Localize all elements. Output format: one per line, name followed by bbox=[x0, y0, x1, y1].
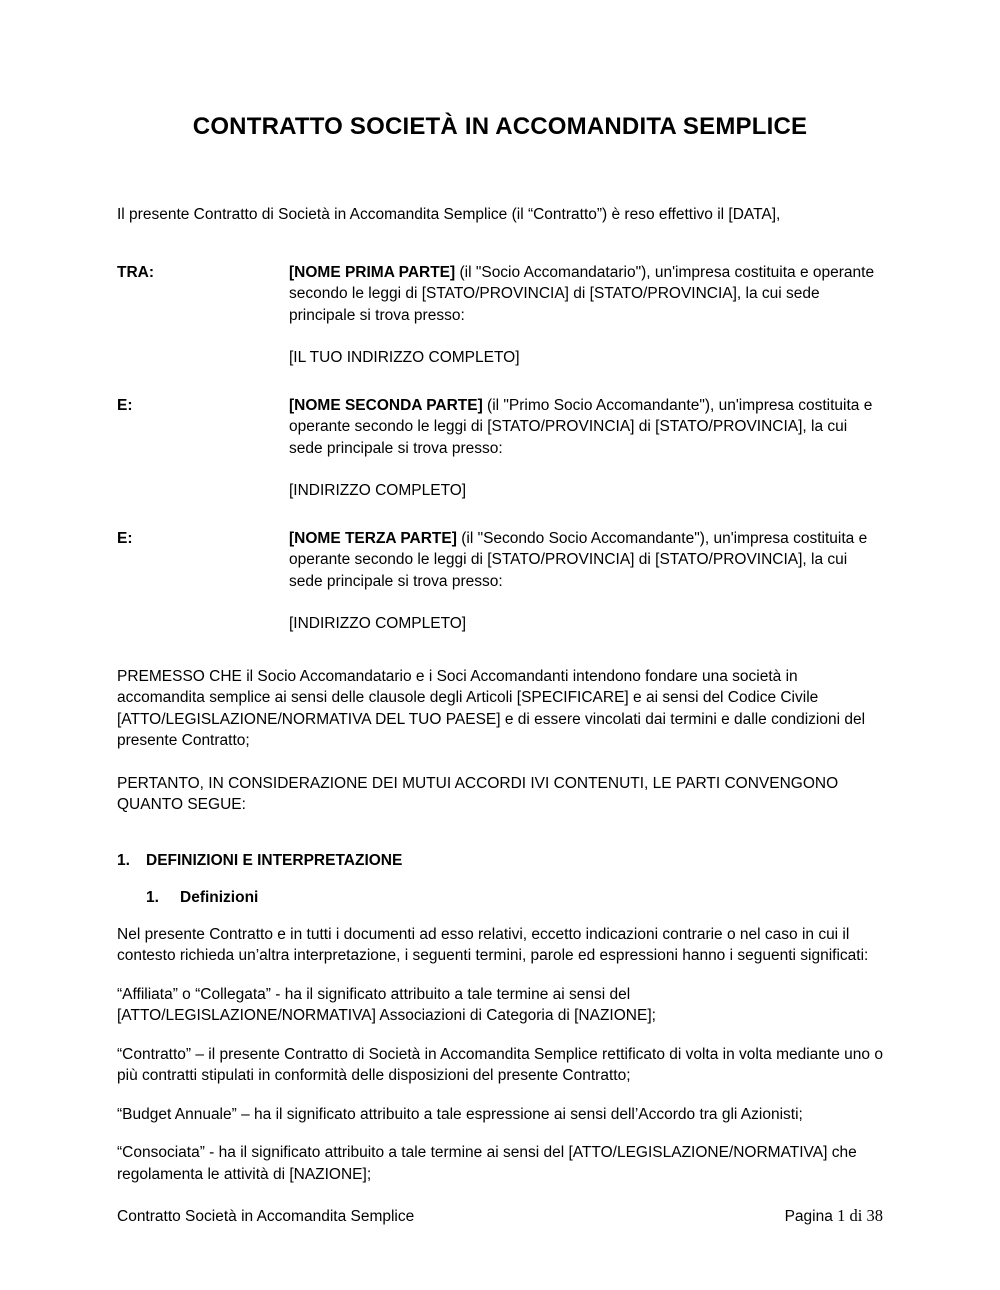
footer-page-info: 1 di 38 bbox=[837, 1206, 883, 1225]
document-title: CONTRATTO SOCIETÀ IN ACCOMANDITA SEMPLICE bbox=[192, 113, 808, 140]
party-label: E: bbox=[117, 529, 133, 547]
party-label: E: bbox=[117, 396, 133, 414]
party-description-text: (il "Secondo Socio Accomandante"), un'impresa costituita e operante secondo le leggi di [STATO/PROVINCIA] di [STATO/PROVINCIA], la cui sede principale si trova presso: bbox=[289, 529, 868, 590]
definitions-intro: Nel presente Contratto e in tutti i documenti ad esso relativi, eccetto indicazioni contrarie o nel caso in cui il contesto richieda un’altra interpretazione, i seguenti termini, parole ed espressioni hanno i seguenti significati: bbox=[117, 925, 869, 964]
subsection-heading bbox=[146, 887, 883, 909]
party-block-tra bbox=[117, 262, 883, 369]
recital-pertanto: PERTANTO, IN CONSIDERAZIONE DEI MUTUI ACCORDI IVI CONTENUTI, LE PARTI CONVENGONO QUANTO SEGUE: bbox=[117, 774, 839, 813]
party-name: [NOME PRIMA PARTE] bbox=[289, 263, 456, 281]
page-footer bbox=[117, 1205, 883, 1228]
party-body bbox=[289, 395, 883, 502]
section-number: 1. bbox=[117, 851, 130, 869]
definition-contratto: “Contratto” – il presente Contratto di Società in Accomandita Semplice rettificato di volta in volta mediante uno o più contratti stipulati in conformità delle disposizioni del presente Contratto; bbox=[117, 1045, 883, 1084]
party-name: [NOME TERZA PARTE] bbox=[289, 529, 457, 547]
party-name: [NOME SECONDA PARTE] bbox=[289, 396, 483, 414]
definition-consociata: “Consociata” - ha il significato attribuito a tale termine ai sensi del [ATTO/LEGISLAZIONE/NORMATIVA] che regolamenta le attività di [NAZIONE]; bbox=[117, 1144, 857, 1183]
recital-premesso: PREMESSO CHE il Socio Accomandatario e i Soci Accomandanti intendono fondare una società in accomandita semplice ai sensi delle clausole degli Articoli [SPECIFICARE] e ai sensi del Codice Civile [ATTO/LEGISLAZIONE/NORMATIVA DEL TUO PAESE] e di essere vincolati dai termini e dalle condizioni del presente Contratto; bbox=[117, 667, 866, 749]
intro-paragraph: Il presente Contratto di Società in Accomandita Semplice (il “Contratto”) è reso effettivo il [DATA], bbox=[117, 206, 781, 223]
section-title: DEFINIZIONI E INTERPRETAZIONE bbox=[146, 851, 403, 869]
party-address: [INDIRIZZO COMPLETO] bbox=[289, 615, 467, 632]
definition-budget-annuale: “Budget Annuale” – ha il significato attribuito a tale espressione ai sensi dell’Accordo tra gli Azionisti; bbox=[117, 1105, 803, 1123]
subsection-number: 1. bbox=[146, 889, 159, 906]
footer-page-label: Pagina bbox=[784, 1208, 838, 1225]
party-description-text: (il "Socio Accomandatario"), un'impresa costituita e operante secondo le leggi di [STATO/PROVINCIA] di [STATO/PROVINCIA], la cui sede principale si trova presso: bbox=[289, 263, 875, 324]
party-block-e2 bbox=[117, 528, 883, 635]
footer-page-number bbox=[785, 1205, 883, 1228]
party-address: [IL TUO INDIRIZZO COMPLETO] bbox=[289, 349, 520, 366]
party-description-text: (il "Primo Socio Accomandante"), un'impresa costituita e operante secondo le leggi di [STATO/PROVINCIA] di [STATO/PROVINCIA], la cui sede principale si trova presso: bbox=[289, 396, 873, 457]
party-block-e1 bbox=[117, 395, 883, 502]
section-heading bbox=[117, 850, 883, 872]
party-label: TRA: bbox=[117, 263, 155, 281]
party-description bbox=[289, 395, 883, 460]
party-body bbox=[289, 528, 883, 635]
party-address: [INDIRIZZO COMPLETO] bbox=[289, 482, 467, 499]
party-body bbox=[289, 262, 883, 369]
footer-document-name: Contratto Società in Accomandita Semplice bbox=[117, 1208, 415, 1225]
party-description bbox=[289, 528, 883, 593]
subsection-title: Definizioni bbox=[180, 889, 259, 906]
definition-affiliata: “Affiliata” o “Collegata” - ha il significato attribuito a tale termine ai sensi del [ATTO/LEGISLAZIONE/NORMATIVA] Associazioni di Categoria di [NAZIONE]; bbox=[117, 985, 656, 1024]
party-description bbox=[289, 262, 883, 327]
